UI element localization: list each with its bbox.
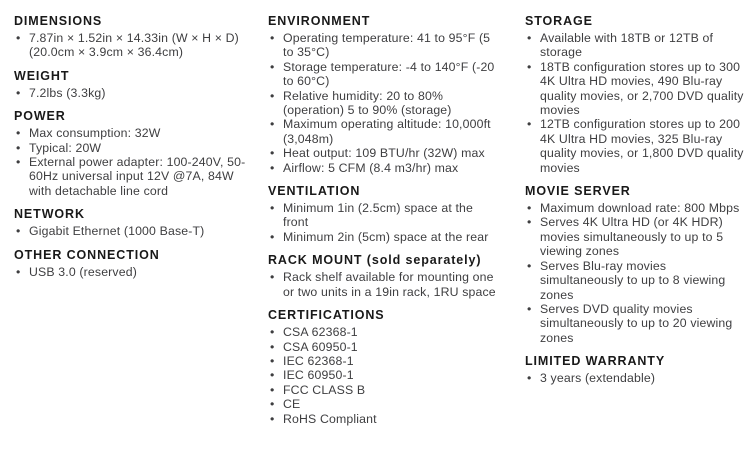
spec-section bbox=[14, 69, 246, 100]
spec-section bbox=[268, 14, 499, 175]
section-heading: CERTIFICATIONS bbox=[268, 308, 385, 323]
spec-item: • Maximum operating altitude: 10,000ft (3,048m) bbox=[268, 117, 499, 146]
spec-section bbox=[268, 253, 499, 299]
spec-list bbox=[268, 325, 499, 426]
spec-column-2 bbox=[525, 14, 750, 465]
spec-list bbox=[268, 201, 499, 244]
spec-list bbox=[14, 265, 246, 279]
spec-list bbox=[14, 31, 246, 60]
spec-section bbox=[14, 207, 246, 238]
spec-item: • USB 3.0 (reserved) bbox=[14, 265, 246, 279]
spec-item: • 18TB configuration stores up to 300 4K Ultra HD movies, 490 Blu-ray quality movies, or 2,700 DVD quality movies bbox=[525, 60, 750, 118]
spec-item: • Gigabit Ethernet (1000 Base-T) bbox=[14, 224, 246, 238]
spec-item: • Heat output: 109 BTU/hr (32W) max bbox=[268, 146, 499, 160]
spec-item: • 7.2lbs (3.3kg) bbox=[14, 86, 246, 100]
spec-list bbox=[268, 270, 499, 299]
section-heading: WEIGHT bbox=[14, 68, 70, 83]
spec-item: • Operating temperature: 41 to 95°F (5 to 35°C) bbox=[268, 31, 499, 60]
spec-item: • Typical: 20W bbox=[14, 141, 246, 155]
section-heading: RACK MOUNT (sold separately) bbox=[268, 253, 482, 268]
spec-item: • Max consumption: 32W bbox=[14, 126, 246, 140]
section-heading: DIMENSIONS bbox=[14, 14, 103, 28]
spec-section bbox=[525, 14, 750, 175]
spec-item: • Rack shelf available for mounting one or two units in a 19in rack, 1RU space bbox=[268, 270, 499, 299]
section-heading: POWER bbox=[14, 109, 66, 124]
spec-item: • 12TB configuration stores up to 200 4K Ultra HD movies, 325 Blu-ray quality movies, or 1,800 DVD quality movies bbox=[525, 117, 750, 175]
section-heading: ENVIRONMENT bbox=[268, 14, 371, 28]
spec-list bbox=[268, 31, 499, 175]
spec-item: • External power adapter: 100-240V, 50-60Hz universal input 12V @7A, 84W with detachable line cord bbox=[14, 155, 246, 198]
spec-item: • Minimum 1in (2.5cm) space at the front bbox=[268, 201, 499, 230]
spec-item: • Airflow: 5 CFM (8.4 m3/hr) max bbox=[268, 161, 499, 175]
spec-item: • Serves 4K Ultra HD (or 4K HDR) movies simultaneously to up to 5 viewing zones bbox=[525, 215, 750, 258]
section-heading: OTHER CONNECTION bbox=[14, 247, 160, 262]
spec-item: • CSA 62368-1 bbox=[268, 325, 499, 339]
section-heading: VENTILATION bbox=[268, 184, 361, 199]
section-heading: NETWORK bbox=[14, 207, 85, 222]
spec-item: • Maximum download rate: 800 Mbps bbox=[525, 201, 750, 215]
spec-list bbox=[525, 201, 750, 345]
spec-item: • 3 years (extendable) bbox=[525, 371, 750, 385]
spec-item: • IEC 62368-1 bbox=[268, 354, 499, 368]
spec-section bbox=[268, 184, 499, 244]
spec-item: • Available with 18TB or 12TB of storage bbox=[525, 31, 750, 60]
spec-item: • IEC 60950-1 bbox=[268, 368, 499, 382]
spec-item: • RoHS Compliant bbox=[268, 412, 499, 426]
section-heading: LIMITED WARRANTY bbox=[525, 354, 666, 369]
section-heading: STORAGE bbox=[525, 14, 593, 28]
spec-column-0 bbox=[14, 14, 246, 465]
spec-item: • Serves Blu-ray movies simultaneously to up to 8 viewing zones bbox=[525, 259, 750, 302]
spec-list bbox=[14, 86, 246, 100]
spec-item: • Storage temperature: -4 to 140°F (-20 to 60°C) bbox=[268, 60, 499, 89]
spec-item: • CSA 60950-1 bbox=[268, 340, 499, 354]
spec-section bbox=[525, 184, 750, 345]
spec-item: • FCC CLASS B bbox=[268, 383, 499, 397]
spec-section bbox=[268, 308, 499, 426]
spec-column-1 bbox=[268, 14, 499, 465]
spec-section bbox=[525, 354, 750, 385]
spec-list bbox=[525, 371, 750, 385]
spec-section bbox=[14, 14, 246, 60]
spec-section bbox=[14, 109, 246, 198]
spec-item: • Serves DVD quality movies simultaneously to up to 20 viewing zones bbox=[525, 302, 750, 345]
spec-list bbox=[14, 126, 246, 198]
spec-list bbox=[14, 224, 246, 238]
spec-item: • Relative humidity: 20 to 80% (operation) 5 to 90% (storage) bbox=[268, 89, 499, 118]
section-heading: MOVIE SERVER bbox=[525, 184, 631, 199]
spec-list bbox=[525, 31, 750, 175]
spec-item: • Minimum 2in (5cm) space at the rear bbox=[268, 230, 499, 244]
spec-section bbox=[14, 248, 246, 279]
spec-item: • 7.87in × 1.52in × 14.33in (W × H × D) (20.0cm × 3.9cm × 36.4cm) bbox=[14, 31, 246, 60]
spec-item: • CE bbox=[268, 397, 499, 411]
